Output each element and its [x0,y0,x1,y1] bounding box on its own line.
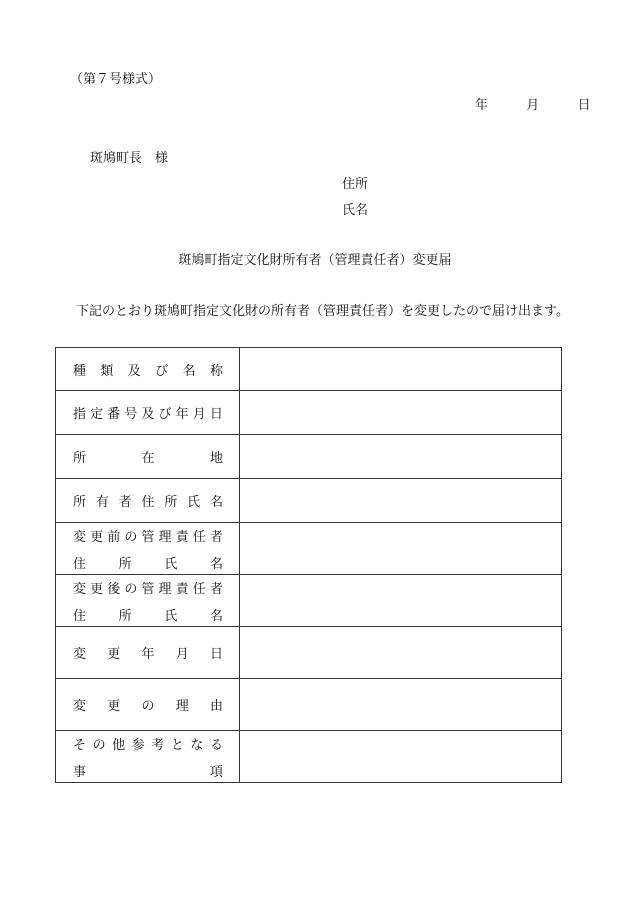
row-label [56,523,240,575]
date-day-label: 日 [577,98,591,113]
table-row [56,479,562,523]
row-label-line: 変 更 の 理 由 [73,699,223,714]
intro-text: 下記のとおり斑鳩町指定文化財の所有者（管理責任者）を変更したので届け出ます。 [76,304,569,319]
row-label-line: 指 定 番 号 及 び 年 月 日 [73,407,223,422]
row-label [56,627,240,679]
table-row [56,575,562,627]
form-number: （第７号様式） [70,72,162,87]
date-line [475,94,591,113]
table-row [56,391,562,435]
date-year-label: 年 [475,98,489,113]
table-row [56,348,562,391]
row-value-field[interactable] [240,679,562,731]
date-month-label: 月 [526,98,540,113]
row-label [56,679,240,731]
row-value-field[interactable] [240,575,562,627]
row-label-line: 住 所 氏 名 [73,556,223,572]
addressee: 斑鳩町長 様 [90,151,169,166]
row-label [56,479,240,523]
name-label: 氏名 [342,203,369,218]
row-value-field[interactable] [240,348,562,391]
row-label-line: 種 類 及 び 名 称 [73,363,223,379]
row-label-line: 変 更 後 の 管 理 責 任 者 [73,581,223,597]
row-label [56,575,240,627]
row-label [56,348,240,391]
row-value-field[interactable] [240,435,562,479]
table-row [56,679,562,731]
address-label: 住所 [342,177,369,192]
row-value-field[interactable] [240,523,562,575]
row-label [56,731,240,783]
notification-table [55,347,562,783]
row-label-line: 所 有 者 住 所 氏 名 [73,495,223,510]
row-label-line: 変 更 年 月 日 [73,647,223,662]
document-title: 斑鳩町指定文化財所有者（管理責任者）変更届 [178,253,452,268]
row-value-field[interactable] [240,627,562,679]
row-value-field[interactable] [240,391,562,435]
table-row [56,731,562,783]
table-row [56,523,562,575]
table-row [56,435,562,479]
row-label [56,391,240,435]
table-row [56,627,562,679]
row-value-field[interactable] [240,731,562,783]
row-label-line: そ の 他 参 考 と な る [73,737,223,753]
row-label-line: 所 在 地 [73,451,223,466]
row-label-line: 変 更 前 の 管 理 責 任 者 [73,529,223,545]
row-label [56,435,240,479]
row-label-line: 事 項 [73,764,223,780]
row-value-field[interactable] [240,479,562,523]
row-label-line: 住 所 氏 名 [73,608,223,624]
